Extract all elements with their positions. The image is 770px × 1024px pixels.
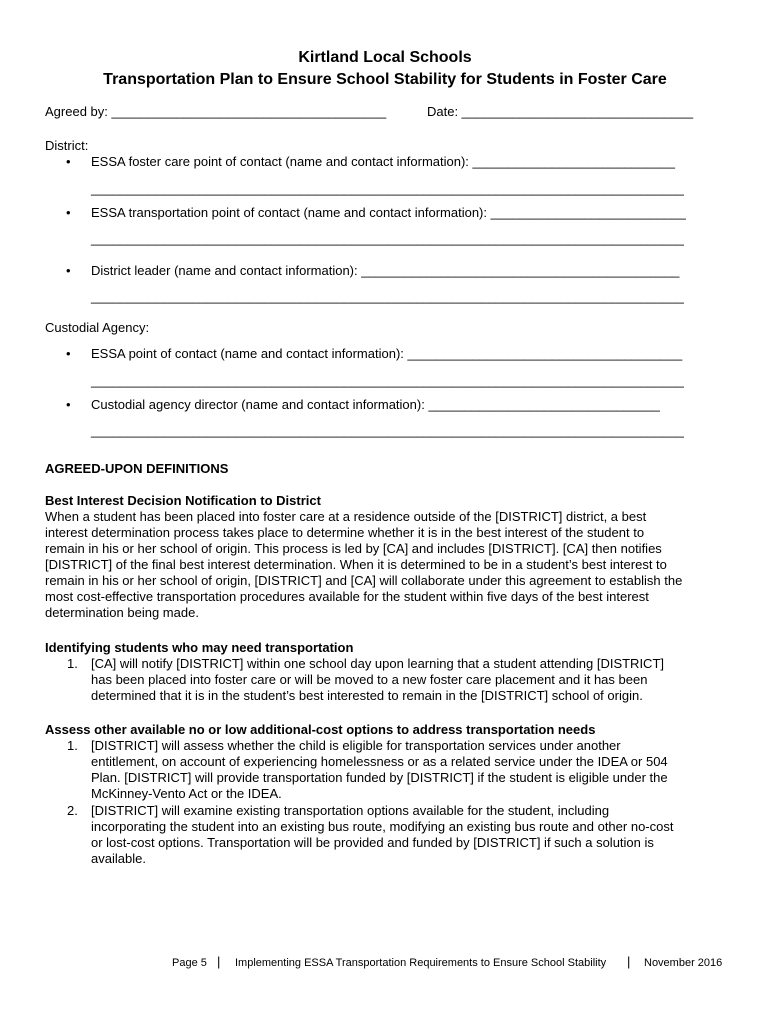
date-field: Date: ________________________________: [427, 104, 694, 119]
footer-separator: |: [217, 954, 221, 969]
list-item-line: has been placed into foster care or will be moved to a new foster care placement and it has been: [91, 672, 648, 687]
list-number: 2.: [67, 803, 78, 818]
bullet-icon: •: [66, 346, 71, 361]
list-item-line: McKinney-Vento Act or the IDEA.: [91, 786, 282, 801]
list-item-line: incorporating the student into an existing bus route, modifying an existing bus route and other no-cost: [91, 819, 674, 834]
bullet-icon: •: [66, 397, 71, 412]
list-item-line: or lost-cost options. Transportation will be provided and funded by [DISTRICT] if such a solution is: [91, 835, 654, 850]
blank-line: __________________________________________________________________________________: [91, 423, 684, 438]
list-item-line: available.: [91, 851, 146, 866]
list-item-line: [DISTRICT] will assess whether the child is eligible for transportation services under another: [91, 738, 621, 753]
paragraph-line: determination being made.: [45, 605, 199, 620]
footer-date: November 2016: [644, 957, 723, 969]
list-item-line: [DISTRICT] will examine existing transportation options available for the student, including: [91, 803, 610, 818]
district-item-foster-contact: ESSA foster care point of contact (name and contact information): ____________________________: [91, 154, 675, 169]
school-name: Kirtland Local Schools: [298, 49, 472, 66]
list-item-line: Plan. [DISTRICT] will provide transportation funded by [DISTRICT] if the student is eligible under the: [91, 770, 668, 785]
list-item-line: entitlement, on account of experiencing homelessness or as a related service under the IDEA or 504: [91, 754, 668, 769]
document-title: Transportation Plan to Ensure School Stability for Students in Foster Care: [103, 71, 667, 88]
paragraph-line: interest determination process takes place to determine whether it is in the best interest of the student to: [45, 525, 645, 540]
list-number: 1.: [67, 656, 78, 671]
paragraph-line: remain in his or her school of origin, [DISTRICT] and [CA] will collaborate under this agreement to establish the: [45, 573, 683, 588]
blank-line: __________________________________________________________________________________: [91, 231, 684, 246]
custodial-label: Custodial Agency:: [45, 320, 150, 335]
agreed-by-field: Agreed by: ______________________________________: [45, 104, 387, 119]
definitions-heading: AGREED-UPON DEFINITIONS: [45, 461, 229, 476]
identifying-heading: Identifying students who may need transportation: [45, 640, 354, 655]
blank-line: __________________________________________________________________________________: [91, 181, 684, 196]
paragraph-line: remain in his or her school of origin. This process is led by [CA] and includes [DISTRICT]. [CA] then notifies: [45, 541, 662, 556]
paragraph-line: most cost-effective transportation procedures available for the student within five days of the best interest: [45, 589, 649, 604]
district-item-leader: District leader (name and contact information): ____________________________________________: [91, 263, 680, 278]
district-item-transportation-contact: ESSA transportation point of contact (name and contact information): ___________________________: [91, 205, 686, 220]
footer-separator: |: [627, 954, 631, 969]
assess-heading: Assess other available no or low additional-cost options to address transportation needs: [45, 722, 596, 737]
bullet-icon: •: [66, 263, 71, 278]
list-item-line: [CA] will notify [DISTRICT] within one school day upon learning that a student attending [DISTRICT]: [91, 656, 664, 671]
footer-document-title: Implementing ESSA Transportation Requirements to Ensure School Stability: [235, 957, 607, 969]
custodial-item-point-of-contact: ESSA point of contact (name and contact information): ______________________________________: [91, 346, 683, 361]
bullet-icon: •: [66, 205, 71, 220]
footer-page-number: Page 5: [172, 957, 207, 969]
bullet-icon: •: [66, 154, 71, 169]
blank-line: __________________________________________________________________________________: [91, 373, 684, 388]
paragraph-line: When a student has been placed into foster care at a residence outside of the [DISTRICT] district, a best: [45, 509, 647, 524]
list-item-line: determined that it is in the student’s best interested to remain in the [DISTRICT] school of origin.: [91, 688, 643, 703]
district-label: District:: [45, 138, 89, 153]
custodial-item-director: Custodial agency director (name and contact information): ________________________________: [91, 397, 660, 412]
blank-line: __________________________________________________________________________________: [91, 289, 684, 304]
paragraph-line: [DISTRICT] of the final best interest determination. When it is determined to be in a student’s best interest to: [45, 557, 667, 572]
best-interest-heading: Best Interest Decision Notification to District: [45, 493, 321, 508]
list-number: 1.: [67, 738, 78, 753]
